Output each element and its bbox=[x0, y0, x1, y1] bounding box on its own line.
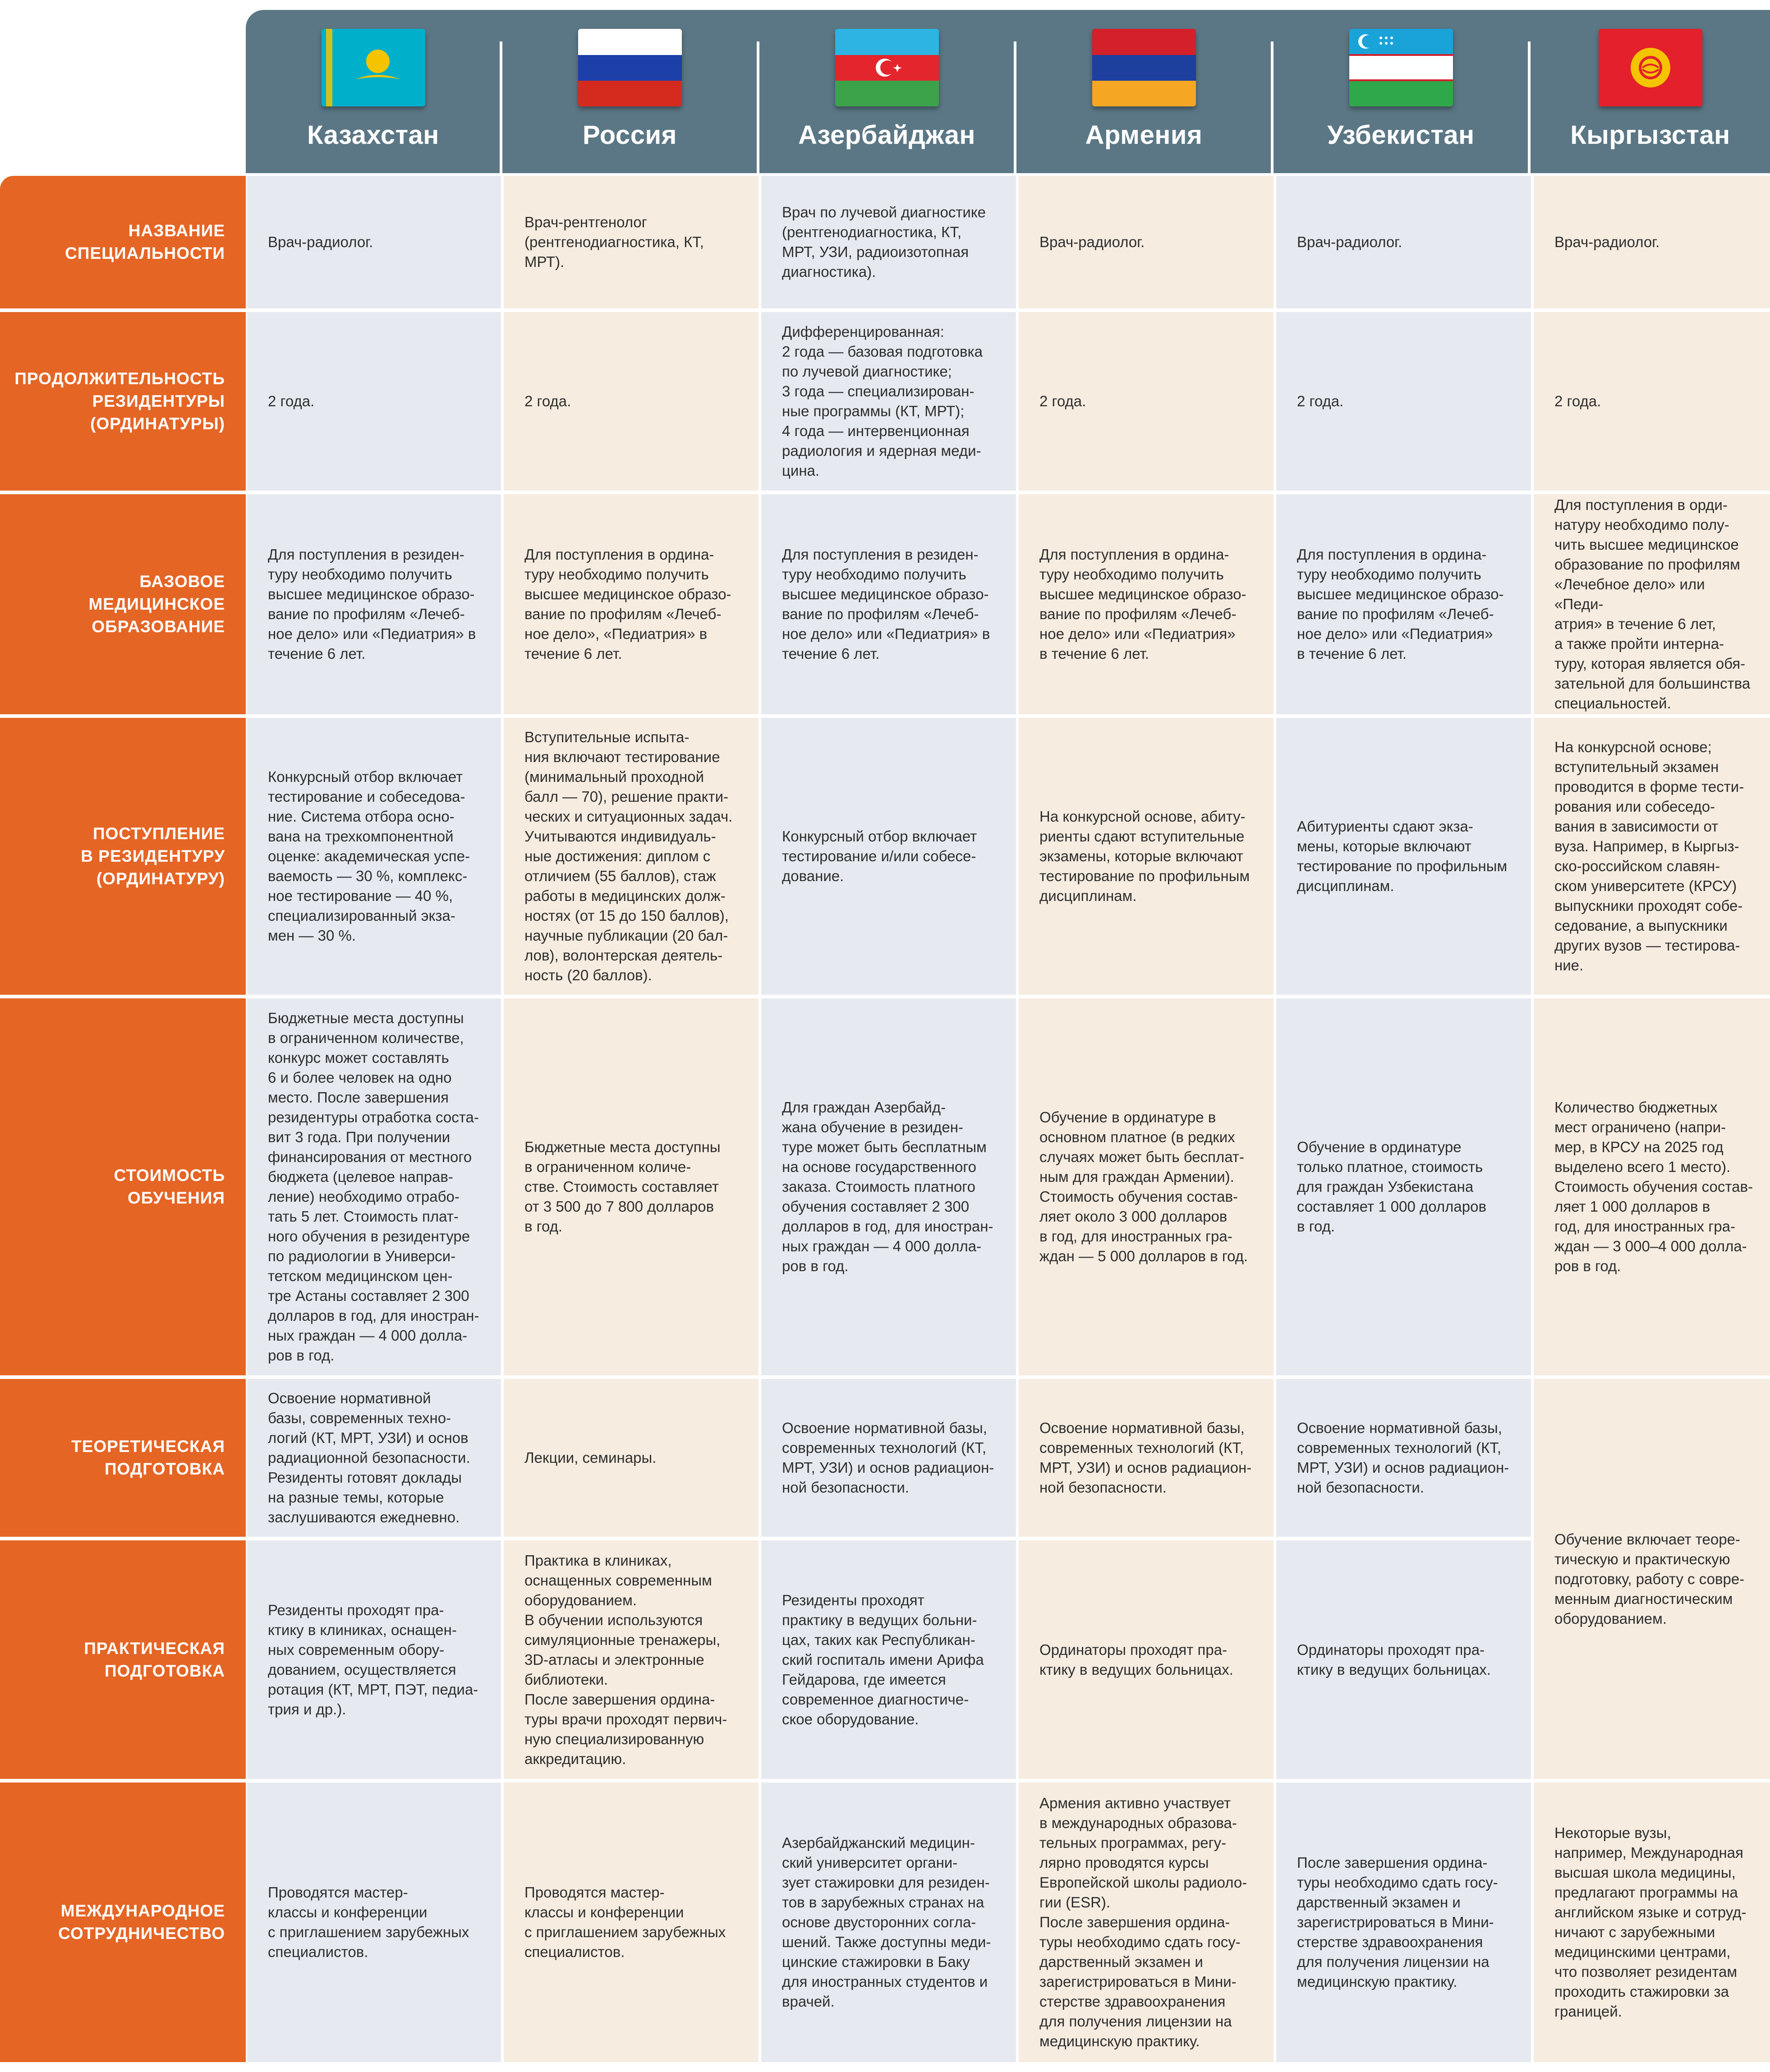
table-cell: 2 года. bbox=[1276, 312, 1531, 491]
table-cell: Для поступления в орди- натуру необходимо полу- чить высшее медицинское образование по профилям «Лечебное дело» или «Педи- атрия» в течение 6 лет, а также пройти интерна- туру, которая является обя- зательной для большинства специальностей. bbox=[1534, 494, 1770, 714]
table-cell: Врач-радиолог. bbox=[1276, 176, 1531, 308]
table-cell: Дифференцированная: 2 года — базовая подготовка по лучевой диагностике; 3 года — специализирован- ные программы (КТ, МРТ); 4 года — интервенционная радиология и ядерная меди- цина. bbox=[761, 312, 1016, 491]
kyrgyzstan-flag-icon bbox=[1599, 29, 1702, 106]
table-cell: Обучение в ординатуре в основном платное (в редких случаях может быть бесплат- ным для граждан Армении). Стоимость обучения состав- ляет около 3 000 долларов в год, для иностранных гра- ждан — 5 000 долларов в год. bbox=[1019, 998, 1273, 1375]
country-name-armenia: Армения bbox=[1085, 120, 1203, 150]
table-cell: Конкурсный отбор включает тестирование и собеседова- ние. Система отбора осно- вана на трехкомпонентной оценке: академическая успе- ваемость — 30 %, комплекс- ное тестирование — 40 %, специализированный экза- мен — 30 %. bbox=[247, 718, 501, 995]
row-label-specialty: НАЗВАНИЕ СПЕЦИАЛЬНОСТИ bbox=[0, 176, 246, 308]
row-label-theoretical-training: ТЕОРЕТИЧЕСКАЯ ПОДГОТОВКА bbox=[0, 1379, 246, 1537]
table-cell: Конкурсный отбор включает тестирование и/или собесе- дование. bbox=[761, 718, 1016, 995]
table-cell: 2 года. bbox=[1019, 312, 1273, 491]
country-name-kazakhstan: Казахстан bbox=[307, 120, 439, 150]
table-cell: Врач-радиолог. bbox=[247, 176, 501, 308]
table-cell: Бюджетные места доступны в ограниченном количестве, конкурс может составлять 6 и более человек на одно место. После завершения резидентуры отработка соста- вит 3 года. При получении финансирования от местного бюджета (целевое направ- ление) необходимо отрабо- тать 5 лет. Стоимость плат- ного обучения в резидентуре по радиологии в Универси- тетском медицинском цен- тре Астаны составляет 2 300 долларов в год, для иностран- ных граждан — 4 000 долла- ров в год. bbox=[247, 998, 501, 1375]
table-cell: На конкурсной основе, абиту- риенты сдают вступительные экзамены, которые включают тестирование по профильным дисциплинам. bbox=[1019, 718, 1273, 995]
table-cell: Для поступления в ордина- туру необходимо получить высшее медицинское образо- вание по профилям «Лечеб- ное дело», «Педиатрия» в течение 6 лет. bbox=[504, 494, 759, 714]
table-cell: После завершения ордина- туры необходимо сдать госу- дарственный экзамен и зарегистрироваться в Мини- стерстве здравоохранения для получения лицензии на медицинскую практику. bbox=[1276, 1783, 1531, 2062]
country-column-armenia bbox=[1016, 10, 1271, 173]
table-cell: Для поступления в ордина- туру необходимо получить высшее медицинское образо- вание по профилям «Лечеб- ное дело» или «Педиатрия» в течение 6 лет. bbox=[1276, 494, 1531, 714]
table-cell: Армения активно участвует в международных образова- тельных программах, регу- лярно проводятся курсы Европейской школы радиоло- гии (ESR). После завершения ордина- туры необходимо сдать госу- дарственный экзамен и зарегистрироваться в Мини- стерстве здравоохранения для получения лицензии на медицинскую практику. bbox=[1019, 1783, 1273, 2062]
table-cell: Азербайджанский медицин- ский университет органи- зует стажировки для резиден- тов в зарубежных странах на основе двусторонних согла- шений. Также доступны меди- цинские стажировки в Баку для иностранных студентов и врачей. bbox=[761, 1783, 1016, 2062]
table-cell: Обучение в ординатуре только платное, стоимость для граждан Узбекистана составляет 1 000 долларов в год. bbox=[1276, 998, 1531, 1375]
uzbekistan-flag-icon bbox=[1349, 29, 1453, 106]
russia-flag-icon bbox=[578, 29, 682, 106]
table-cell: Резиденты проходят пра- ктику в клиниках, оснащен- ных современным обору- дованием, осуществляется ротация (КТ, МРТ, ПЭТ, педиа- трия и др.). bbox=[247, 1540, 501, 1779]
kazakhstan-flag-icon bbox=[322, 29, 425, 106]
table-cell: Для поступления в ордина- туру необходимо получить высшее медицинское образо- вание по профилям «Лечеб- ное дело» или «Педиатрия» в течение 6 лет. bbox=[1019, 494, 1273, 714]
table-cell: Ординаторы проходят пра- ктику в ведущих больницах. bbox=[1019, 1540, 1273, 1779]
row-label-international-cooperation: МЕЖДУНАРОДНОЕ СОТРУДНИЧЕСТВО bbox=[0, 1783, 246, 2062]
table-cell: Освоение нормативной базы, современных технологий (КТ, МРТ, УЗИ) и основ радиацион- ной безопасности. bbox=[1276, 1379, 1531, 1537]
table-cell: 2 года. bbox=[1534, 312, 1770, 491]
table-cell: Вступительные испыта- ния включают тестирование (минимальный проходной балл — 70), решение практи- ческих и ситуационных задач. Учитываются индивидуаль- ные достижения: диплом с отличием (55 баллов), стаж работы в медицинских долж- ностях (от 15 до 150 баллов), научные публикации (20 бал- лов), волонтерская деятель- ность (20 баллов). bbox=[504, 718, 759, 995]
armenia-flag-icon bbox=[1092, 29, 1196, 106]
table-cell: Освоение нормативной базы, современных технологий (КТ, МРТ, УЗИ) и основ радиацион- ной безопасности. bbox=[1019, 1379, 1273, 1537]
country-column-russia bbox=[502, 10, 757, 173]
table-cell: Количество бюджетных мест ограничено (напри- мер, в КРСУ на 2025 год выделено всего 1 место). Стоимость обучения состав- ляет 1 000 долларов в год, для иностранных гра- ждан — 3 000–4 000 долла- ров в год. bbox=[1534, 998, 1770, 1375]
table-cell: 2 года. bbox=[504, 312, 759, 491]
country-name-russia: Россия bbox=[583, 120, 677, 150]
country-column-kyrgyzstan bbox=[1531, 10, 1770, 173]
row-label-duration: ПРОДОЛЖИТЕЛЬНОСТЬ РЕЗИДЕНТУРЫ (ОРДИНАТУРЫ) bbox=[0, 312, 246, 491]
table-cell: Врач-рентгенолог (рентгенодиагностика, КТ, МРТ). bbox=[504, 176, 759, 308]
country-column-kazakhstan bbox=[246, 10, 501, 173]
table-cell: Врач-радиолог. bbox=[1019, 176, 1273, 308]
table-cell: Резиденты проходят практику в ведущих больни- цах, таких как Республикан- ский госпиталь имени Арифа Гейдарова, где имеется современное диагностиче- ское оборудование. bbox=[761, 1540, 1016, 1779]
table-cell: Для поступления в резиден- туру необходимо получить высшее медицинское образо- вание по профилям «Лечеб- ное дело» или «Педиатрия» в течение 6 лет. bbox=[247, 494, 501, 714]
row-label-tuition-cost: СТОИМОСТЬ ОБУЧЕНИЯ bbox=[0, 998, 246, 1375]
table-cell: Для поступления в резиден- туру необходимо получить высшее медицинское образо- вание по профилям «Лечеб- ное дело» или «Педиатрия» в течение 6 лет. bbox=[761, 494, 1016, 714]
table-cell: Практика в клиниках, оснащенных современным оборудованием. В обучении используются симуляционные тренажеры, 3D-атласы и электронные библиотеки. После завершения ордина- туры врачи проходят первич- ную специализированную аккредитацию. bbox=[504, 1540, 759, 1779]
table-cell: Бюджетные места доступны в ограниченном количе- стве. Стоимость составляет от 3 500 до 7 800 долларов в год. bbox=[504, 998, 759, 1375]
table-cell-merged: Обучение включает теоре- тическую и практическую подготовку, работу с совре- менным диагностическим оборудованием. bbox=[1534, 1379, 1770, 1779]
row-label-practical-training: ПРАКТИЧЕСКАЯ ПОДГОТОВКА bbox=[0, 1540, 246, 1779]
table-cell: Абитуриенты сдают экза- мены, которые включают тестирование по профильным дисциплинам. bbox=[1276, 718, 1531, 995]
row-label-basic-education: БАЗОВОЕ МЕДИЦИНСКОЕ ОБРАЗОВАНИЕ bbox=[0, 494, 246, 714]
country-name-azerbaijan: Азербайджан bbox=[798, 120, 975, 150]
country-column-azerbaijan bbox=[759, 10, 1014, 173]
table-cell: Врач по лучевой диагностике (рентгенодиагностика, КТ, МРТ, УЗИ, радиоизотопная диагностика). bbox=[761, 176, 1016, 308]
table-cell: Освоение нормативной базы, современных технологий (КТ, МРТ, УЗИ) и основ радиацион- ной безопасности. bbox=[761, 1379, 1016, 1537]
table-cell: Врач-радиолог. bbox=[1534, 176, 1770, 308]
country-name-kyrgyzstan: Кыргызстан bbox=[1570, 120, 1730, 150]
table-cell: Проводятся мастер- классы и конференции с приглашением зарубежных специалистов. bbox=[247, 1783, 501, 2062]
table-cell: Некоторые вузы, например, Международная высшая школа медицины, предлагают программы на английском языке и сотруд- ничают с зарубежными медицинскими центрами, что позволяет резидентам проходить стажировки за границей. bbox=[1534, 1783, 1770, 2062]
table-cell: Ординаторы проходят пра- ктику в ведущих больницах. bbox=[1276, 1540, 1531, 1779]
country-header bbox=[246, 10, 1770, 173]
table-cell: Освоение нормативной базы, современных техно- логий (КТ, МРТ, УЗИ) и основ радиационной безопасности. Резиденты готовят доклады на разные темы, которые заслушиваются ежедневно. bbox=[247, 1379, 501, 1537]
table-cell: 2 года. bbox=[247, 312, 501, 491]
country-name-uzbekistan: Узбекистан bbox=[1327, 120, 1475, 150]
azerbaijan-flag-icon bbox=[835, 29, 939, 106]
country-column-uzbekistan bbox=[1273, 10, 1528, 173]
table-cell: Для граждан Азербайд- жана обучение в резиден- туре может быть бесплатным на основе государственного заказа. Стоимость платного обучения составляет 2 300 долларов в год, для иностран- ных граждан — 4 000 долла- ров в год. bbox=[761, 998, 1016, 1375]
row-label-admission: ПОСТУПЛЕНИЕ В РЕЗИДЕНТУРУ (ОРДИНАТУРУ) bbox=[0, 718, 246, 995]
table-cell: На конкурсной основе; вступительный экзамен проводится в форме тести- рования или собеседо- вания в зависимости от вуза. Например, в Кыргыз- ско-российском славян- ском университете (КРСУ) выпускники проходят собе- седование, а выпускники других вузов — тестирова- ние. bbox=[1534, 718, 1770, 995]
table-cell: Проводятся мастер- классы и конференции с приглашением зарубежных специалистов. bbox=[504, 1783, 759, 2062]
table-cell: Лекции, семинары. bbox=[504, 1379, 759, 1537]
